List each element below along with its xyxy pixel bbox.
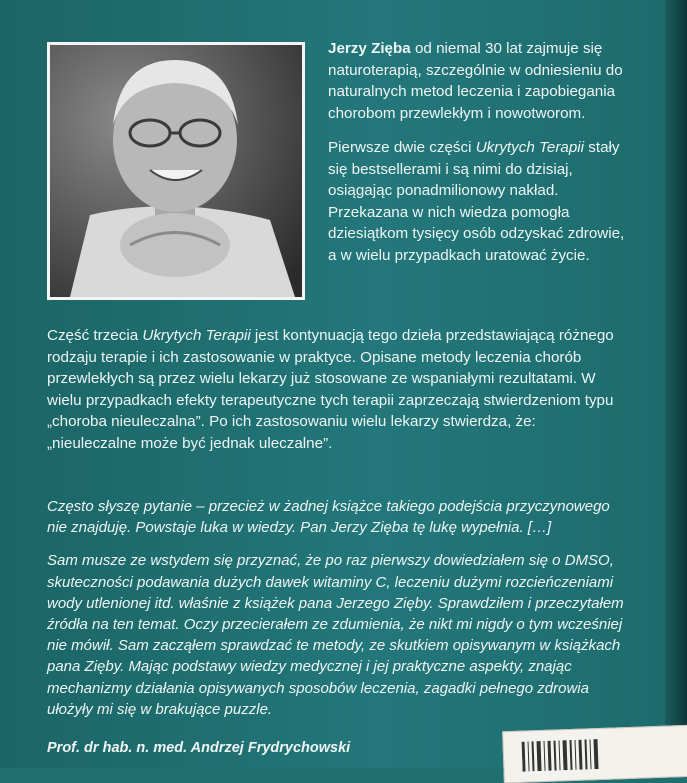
intro-paragraph <box>47 325 627 454</box>
review-quote <box>47 496 632 732</box>
bio-paragraph-1-text: od niemal 30 lat zajmuje się naturoterapią, szczególnie w odniesieniu do naturalnych metod leczenia i zapobiegania chorobom przewlekłym i nowotworom. <box>328 40 623 122</box>
author-photo-frame <box>47 42 305 300</box>
bio-paragraph-1 <box>328 38 628 124</box>
barcode-icon <box>522 738 623 771</box>
intro-book-title: Ukrytych Terapii <box>142 327 251 344</box>
price-sticker <box>502 725 687 783</box>
bio-paragraph-2 <box>328 137 628 266</box>
author-photo <box>50 45 302 297</box>
intro-start: Część trzecia <box>47 327 143 344</box>
author-portrait-illustration <box>50 45 302 297</box>
bio-paragraph-2-start: Pierwsze dwie części <box>328 139 476 156</box>
cover-edge <box>665 0 687 768</box>
quote-paragraph-1: Często słyszę pytanie – przecież w żadnej książce takiego podejścia przyczynowego nie znajduję. Powstaje luka w wiedzy. Pan Jerzy Zięba tę lukę wypełnia. […] <box>47 498 610 537</box>
quote-signature: Prof. dr hab. n. med. Andrzej Frydrychowski <box>47 740 351 756</box>
book-title: Ukrytych Terapii <box>475 139 585 156</box>
bio-paragraph-2-text: stały się bestsellerami i są nimi do dzisiaj, osiągając ponadmilionowy nakład. Przekazana w nich wiedza pomogła dziesiątkom tysięcy osób odzyskać zdrowie, a w wielu przypadkach uratować życie. <box>328 139 625 264</box>
quote-paragraph-2: Sam musze ze wstydem się przyznać, że po raz pierwszy dowiedziałem się o DMSO, skuteczności podawania dużych dawek witaminy C, leczeniu dużymi rozcieńczeniami wody utlenionej itd. właśnie z książek pana Jerzego Zięby. Sprawdziłem i przeczytałem źródła na ten temat. Oczy przecierałem ze zdumienia, że nikt mi nigdy o tym wcześniej nie mówił. Sam zacząłem sprawdzać te metody, ze skutkiem opisywanym w książkach pana Zięby. Mając podstawy wiedzy medycznej i jej praktyczne aspekty, znając mechanizmy działania opisywanych sposobów leczenia, zagadki pełnego zdrowia ułożyły mi się w brakujące puzzle. <box>47 552 624 718</box>
intro-text: jest kontynuacją tego dzieła przedstawiającą różnego rodzaju terapie i ich zastosowanie w praktyce. Opisane metody leczenia chorób przewlekłych są przez wielu lekarzy już stosowane ze wspaniałymi rezultatami. W wielu przypadkach efekty terapeutyczne tych terapii zaprzeczają stwierdzeniom typu „choroba nieuleczalna”. Po ich zastosowaniu wielu lekarzy stwierdza, że: „nieuleczalne może być jednak uleczalne”. <box>47 327 614 452</box>
author-name: Jerzy Zięba <box>328 40 411 57</box>
author-bio <box>328 38 628 279</box>
